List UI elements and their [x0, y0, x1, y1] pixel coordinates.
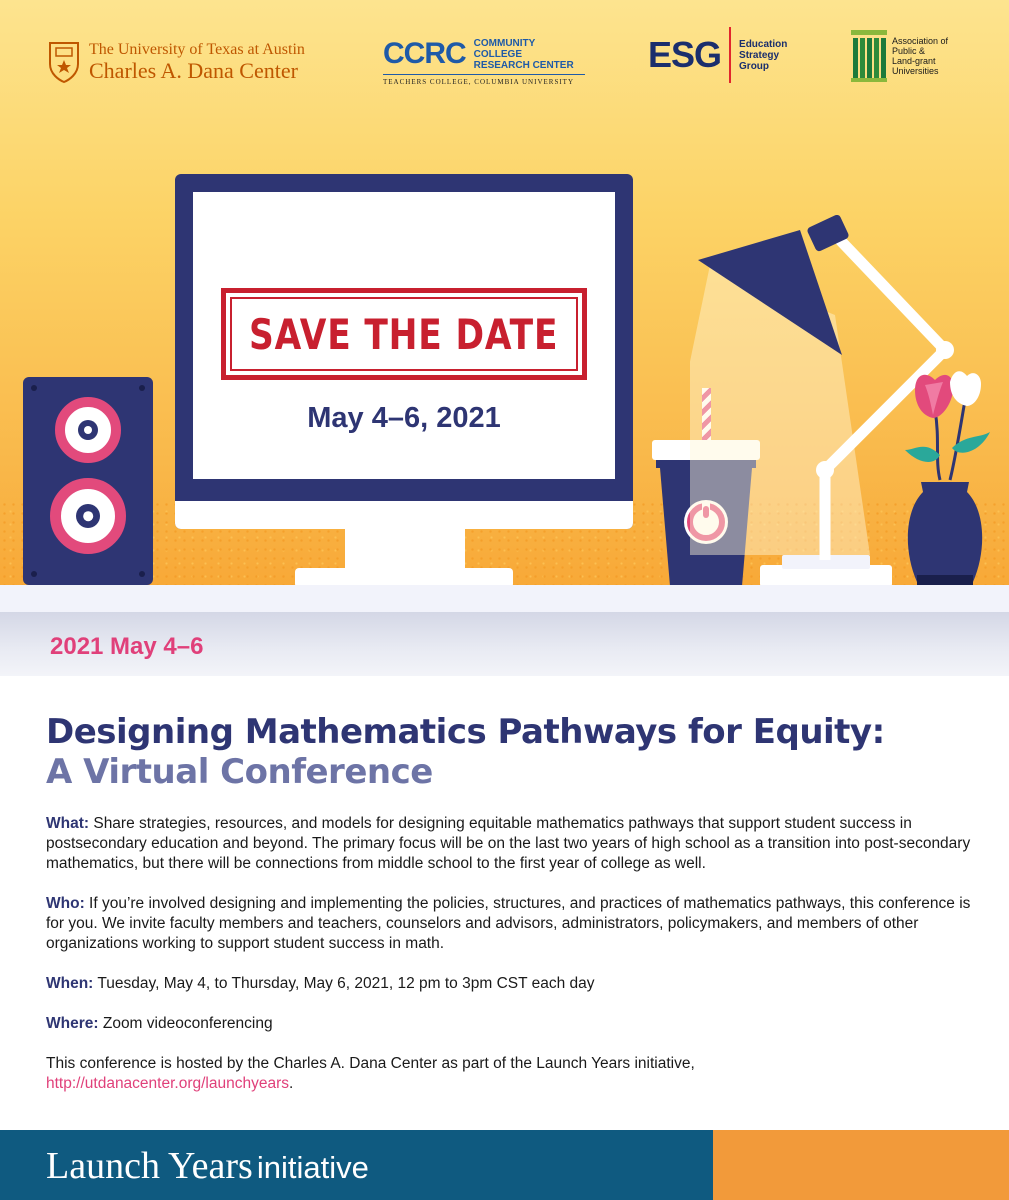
ccrc-affiliation: TEACHERS COLLEGE, COLUMBIA UNIVERSITY [383, 74, 585, 86]
screen-date: May 4–6, 2021 [307, 402, 501, 434]
ut-shield-icon [47, 40, 81, 84]
hosted-paragraph [46, 1054, 976, 1094]
hosted-text: This conference is hosted by the Charles A. Dana Center as part of the Launch Years initiative, [46, 1055, 695, 1072]
speaker-screw [139, 385, 145, 391]
esg-logo [648, 27, 787, 83]
ccrc-logo [383, 37, 585, 86]
page-subtitle: A Virtual Conference [46, 752, 433, 792]
esg-name-line2: Strategy [739, 49, 780, 61]
aplu-columns-icon [851, 30, 887, 82]
footer-accent-panel [713, 1130, 1009, 1200]
date-bar [0, 612, 1009, 676]
when-paragraph [46, 974, 976, 994]
monitor-stand [345, 528, 465, 572]
conference-details [46, 712, 976, 1094]
speaker-woofer [50, 478, 126, 554]
speaker-tweeter [55, 397, 121, 463]
aplu-line1: Association of [892, 36, 949, 46]
speaker-illustration [23, 377, 153, 585]
aplu-line3: Land-grant [892, 56, 936, 66]
aplu-line4: Universities [892, 66, 939, 76]
footer-brand-name: Launch Years [46, 1145, 253, 1187]
footer-brand-suffix: initiative [256, 1150, 369, 1185]
monitor-illustration [175, 174, 633, 529]
esg-divider [729, 27, 731, 83]
esg-abbr: ESG [648, 34, 722, 75]
launch-years-link[interactable]: http://utdanacenter.org/launchyears [46, 1075, 289, 1092]
when-text: Tuesday, May 4, to Thursday, May 6, 2021, 12 pm to 3pm CST each day [93, 975, 595, 992]
date-bar-text: 2021 May 4–6 [50, 633, 204, 660]
who-paragraph [46, 894, 976, 954]
aplu-line2: Public & [892, 46, 926, 56]
footer-brand [46, 1144, 369, 1188]
monitor-bezel [175, 501, 633, 529]
speaker-screw [139, 571, 145, 577]
esg-name-line1: Education [739, 38, 788, 50]
footer-brand-panel [0, 1130, 713, 1200]
speaker-screw [31, 571, 37, 577]
ccrc-name-line1: COMMUNITY COLLEGE [473, 37, 536, 60]
ut-dana-center-logo [47, 40, 305, 84]
ccrc-abbr: CCRC [383, 37, 466, 70]
where-paragraph [46, 1014, 976, 1034]
footer-banner [0, 1130, 1009, 1200]
where-text: Zoom videoconferencing [98, 1015, 273, 1032]
when-label: When: [46, 975, 94, 992]
page-title: Designing Mathematics Pathways for Equity: [46, 712, 885, 752]
shelf [0, 585, 1009, 615]
who-label: Who: [46, 895, 85, 912]
where-label: Where: [46, 1015, 99, 1032]
ccrc-name-line2: RESEARCH CENTER [473, 59, 574, 71]
who-text: If you’re involved designing and implementing the policies, structures, and practices of mathematics pathways, this conference is for you. We invite faculty members and teachers, counselors and advisors, administrators, policymakers, and members of other organizations working to support student success in math. [46, 895, 971, 952]
what-label: What: [46, 815, 90, 832]
ut-line2: Charles A. Dana Center [89, 58, 298, 83]
what-paragraph [46, 814, 976, 874]
save-the-date-stamp [221, 288, 587, 380]
what-text: Share strategies, resources, and models for designing equitable mathematics pathways that support student success in postsecondary education and beyond. The primary focus will be on the last two years of high school as a transition into post-secondary mathematics, but there will be connections from middle school to the first year of college as well. [46, 815, 971, 872]
stamp-text: SAVE THE DATE [249, 309, 559, 359]
monitor-screen [193, 192, 615, 479]
flower-vase-icon [895, 370, 995, 590]
speaker-screw [31, 385, 37, 391]
hosted-end: . [289, 1075, 294, 1092]
aplu-logo [851, 30, 948, 82]
ut-line1: The University of Texas at Austin [89, 41, 305, 58]
esg-name-line3: Group [739, 60, 770, 72]
